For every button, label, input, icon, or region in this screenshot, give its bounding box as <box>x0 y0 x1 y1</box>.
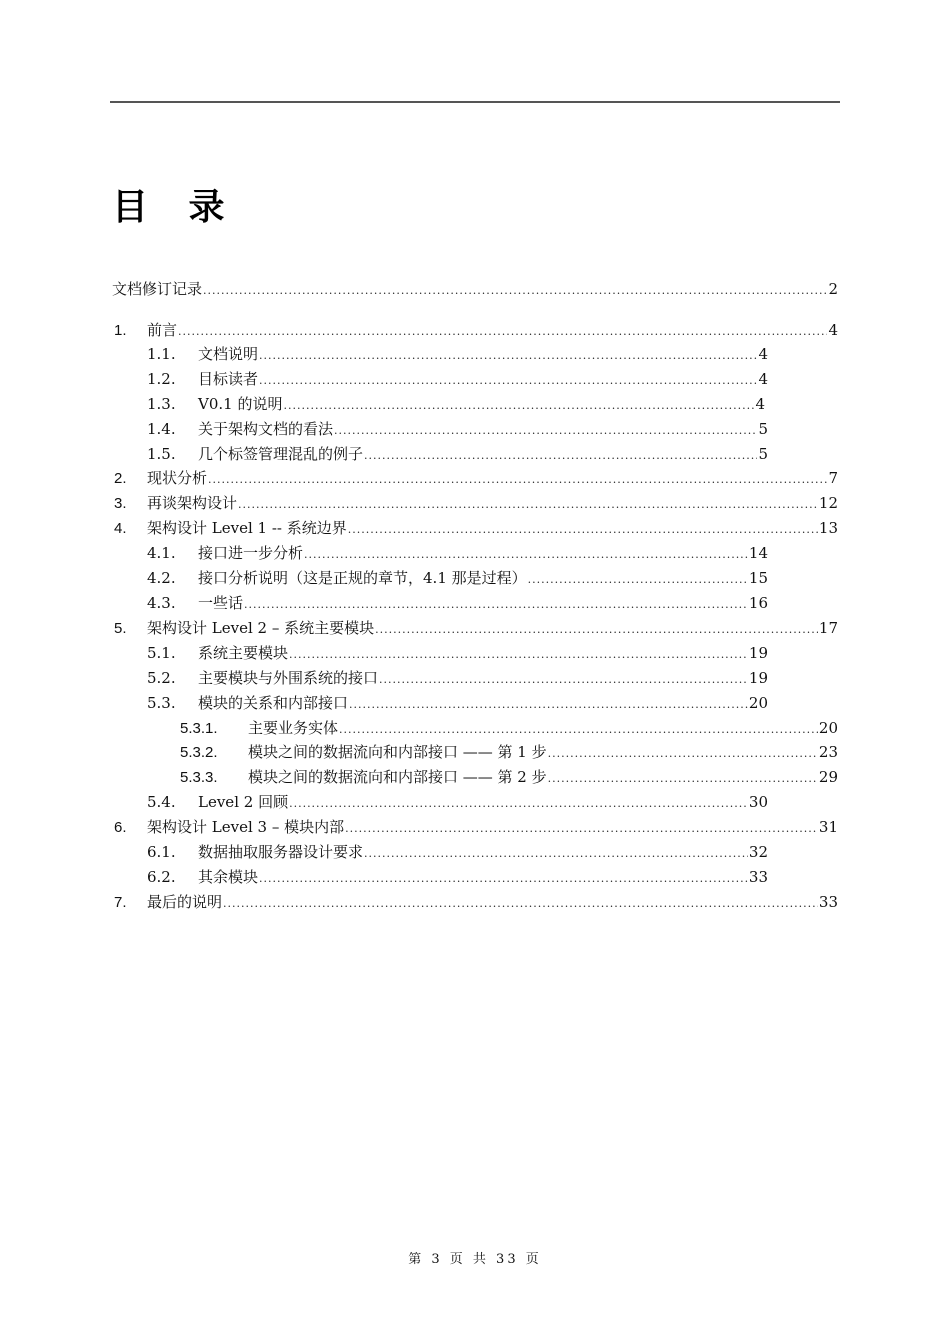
toc-page-number: 4 <box>758 370 768 388</box>
toc-dot-leader <box>178 321 827 343</box>
toc-page-number: 15 <box>748 569 768 587</box>
toc-dot-leader <box>244 594 748 616</box>
toc-title: 模块的关系和内部接口 <box>198 694 349 712</box>
toc-dot-leader <box>548 768 818 790</box>
toc-dot-leader <box>349 694 748 716</box>
toc-page-number: 4 <box>828 321 838 339</box>
toc-dot-leader <box>364 445 757 467</box>
toc-number: 6. <box>114 819 127 836</box>
toc-entry[interactable] <box>114 517 838 539</box>
toc-title: 主要业务实体 <box>248 719 339 737</box>
toc-title: 几个标签管理混乱的例子 <box>198 445 364 463</box>
toc-page-number: 33 <box>818 893 838 911</box>
toc-title: 模块之间的数据流向和内部接口 —— 第 1 步 <box>248 743 547 761</box>
toc-dot-leader <box>348 519 818 541</box>
toc-page-number: 29 <box>818 768 838 786</box>
toc-dot-leader <box>379 669 748 691</box>
toc-dot-leader <box>208 469 827 491</box>
toc-dot-leader <box>548 743 818 765</box>
toc-title: 前言 <box>147 321 178 339</box>
toc-entry[interactable] <box>114 891 838 913</box>
toc-title: 数据抽取服务器设计要求 <box>198 843 364 861</box>
toc-number: 6.1. <box>147 843 176 861</box>
toc-entry[interactable] <box>112 278 838 300</box>
toc-page-number: 16 <box>748 594 768 612</box>
toc-number: 5.3.2. <box>180 744 218 761</box>
toc-page-number: 19 <box>748 669 768 687</box>
toc-entry[interactable] <box>147 791 768 813</box>
toc-number: 1.5. <box>147 445 176 463</box>
page-footer: 第 3 页 共 33 页 <box>408 1252 542 1267</box>
toc-title: Level 2 回顾 <box>198 793 289 811</box>
toc-dot-leader <box>289 644 748 666</box>
toc-title: 目标读者 <box>198 370 259 388</box>
toc-entry[interactable] <box>147 393 765 415</box>
toc-page-number: 7 <box>828 469 838 487</box>
toc-dot-leader <box>339 719 818 741</box>
toc-title: 文档修订记录 <box>112 281 203 298</box>
toc-number: 5.3. <box>147 694 176 712</box>
toc-number: 4.3. <box>147 594 176 612</box>
toc-page-number: 20 <box>818 719 838 737</box>
toc-entry[interactable] <box>114 319 838 341</box>
toc-number: 5.3.3. <box>180 769 218 786</box>
toc-page-number: 5 <box>758 420 768 438</box>
toc-number: 5.4. <box>147 793 176 811</box>
toc-entry[interactable] <box>147 567 768 589</box>
toc-number: 5.3.1. <box>180 720 218 737</box>
toc-dot-leader <box>259 345 757 367</box>
toc-page-number: 32 <box>748 843 768 861</box>
page-title: 目 录 <box>112 187 239 228</box>
toc-page-number: 31 <box>818 818 838 836</box>
toc-entry[interactable] <box>147 667 768 689</box>
toc-page-number: 5 <box>758 445 768 463</box>
toc-entry[interactable] <box>180 766 838 788</box>
toc-entry[interactable] <box>147 443 768 465</box>
toc-number: 5.2. <box>147 669 176 687</box>
toc-dot-leader <box>259 370 757 392</box>
toc-number: 1.4. <box>147 420 176 438</box>
toc-title: 再谈架构设计 <box>147 494 238 512</box>
toc-number: 4.1. <box>147 544 176 562</box>
toc-page-number: 13 <box>818 519 838 537</box>
toc-dot-leader <box>283 395 754 417</box>
toc-entry[interactable] <box>147 692 768 714</box>
toc-entry[interactable] <box>147 542 768 564</box>
toc-title: 一些话 <box>198 594 244 612</box>
toc-entry[interactable] <box>147 343 768 365</box>
toc-number: 1. <box>114 322 127 339</box>
toc-dot-leader <box>238 494 818 516</box>
toc-page-number: 4 <box>755 395 765 413</box>
toc-number: 4. <box>114 520 127 537</box>
toc-dot-leader <box>528 569 748 591</box>
toc-number: 5. <box>114 620 127 637</box>
toc-page-number: 14 <box>748 544 768 562</box>
toc-entry[interactable] <box>147 866 768 888</box>
toc-title: 现状分析 <box>147 469 208 487</box>
toc-dot-leader <box>364 843 748 865</box>
toc-title: 接口分析说明（这是正规的章节，4.1 那是过程） <box>198 569 527 587</box>
toc-title: V0.1 的说明 <box>198 395 283 413</box>
toc-page-number: 4 <box>758 345 768 363</box>
toc-number: 3. <box>114 495 127 512</box>
toc-title: 接口进一步分析 <box>198 544 304 562</box>
toc-title: 关于架构文档的看法 <box>198 420 334 438</box>
toc-entry[interactable] <box>147 642 768 664</box>
toc-page-number: 17 <box>818 619 838 637</box>
toc-page-number: 12 <box>818 494 838 512</box>
toc-page-number: 19 <box>748 644 768 662</box>
toc-entry[interactable] <box>114 617 838 639</box>
toc-title: 模块之间的数据流向和内部接口 —— 第 2 步 <box>248 768 547 786</box>
toc-entry[interactable] <box>114 467 838 489</box>
toc-title: 系统主要模块 <box>198 644 289 662</box>
toc-title: 架构设计 Level 2 – 系统主要模块 <box>147 619 375 637</box>
toc-number: 1.1. <box>147 345 176 363</box>
toc-number: 7. <box>114 894 127 911</box>
toc-entry[interactable] <box>147 841 768 863</box>
toc-entry[interactable] <box>114 816 838 838</box>
toc-page-number: 20 <box>748 694 768 712</box>
toc-dot-leader <box>375 619 818 641</box>
toc-page-number: 30 <box>748 793 768 811</box>
toc-entry[interactable] <box>180 741 838 763</box>
toc-dot-leader <box>345 818 818 840</box>
toc-dot-leader <box>203 280 827 302</box>
toc-title: 主要模块与外围系统的接口 <box>198 669 379 687</box>
toc-number: 6.2. <box>147 868 176 886</box>
toc-page-number: 23 <box>818 743 838 761</box>
toc-title: 文档说明 <box>198 345 259 363</box>
toc-entry[interactable] <box>147 368 768 390</box>
toc-title: 最后的说明 <box>147 893 223 911</box>
toc-number: 2. <box>114 470 127 487</box>
toc-page-number: 33 <box>748 868 768 886</box>
toc-entry[interactable] <box>114 492 838 514</box>
toc-entry[interactable] <box>180 717 838 739</box>
toc-dot-leader <box>289 793 748 815</box>
toc-dot-leader <box>223 893 818 915</box>
toc-dot-leader <box>304 544 748 566</box>
toc-dot-leader <box>334 420 757 442</box>
toc-title: 其余模块 <box>198 868 259 886</box>
toc-dot-leader <box>259 868 748 890</box>
toc-number: 1.2. <box>147 370 176 388</box>
toc-number: 4.2. <box>147 569 176 587</box>
toc-number: 1.3. <box>147 395 176 413</box>
toc-number: 5.1. <box>147 644 176 662</box>
toc-entry[interactable] <box>147 418 768 440</box>
toc-title: 架构设计 Level 1 -- 系统边界 <box>147 519 347 537</box>
toc-title: 架构设计 Level 3 – 模块内部 <box>147 818 345 836</box>
toc-entry[interactable] <box>147 592 768 614</box>
toc-page-number: 2 <box>828 280 838 298</box>
